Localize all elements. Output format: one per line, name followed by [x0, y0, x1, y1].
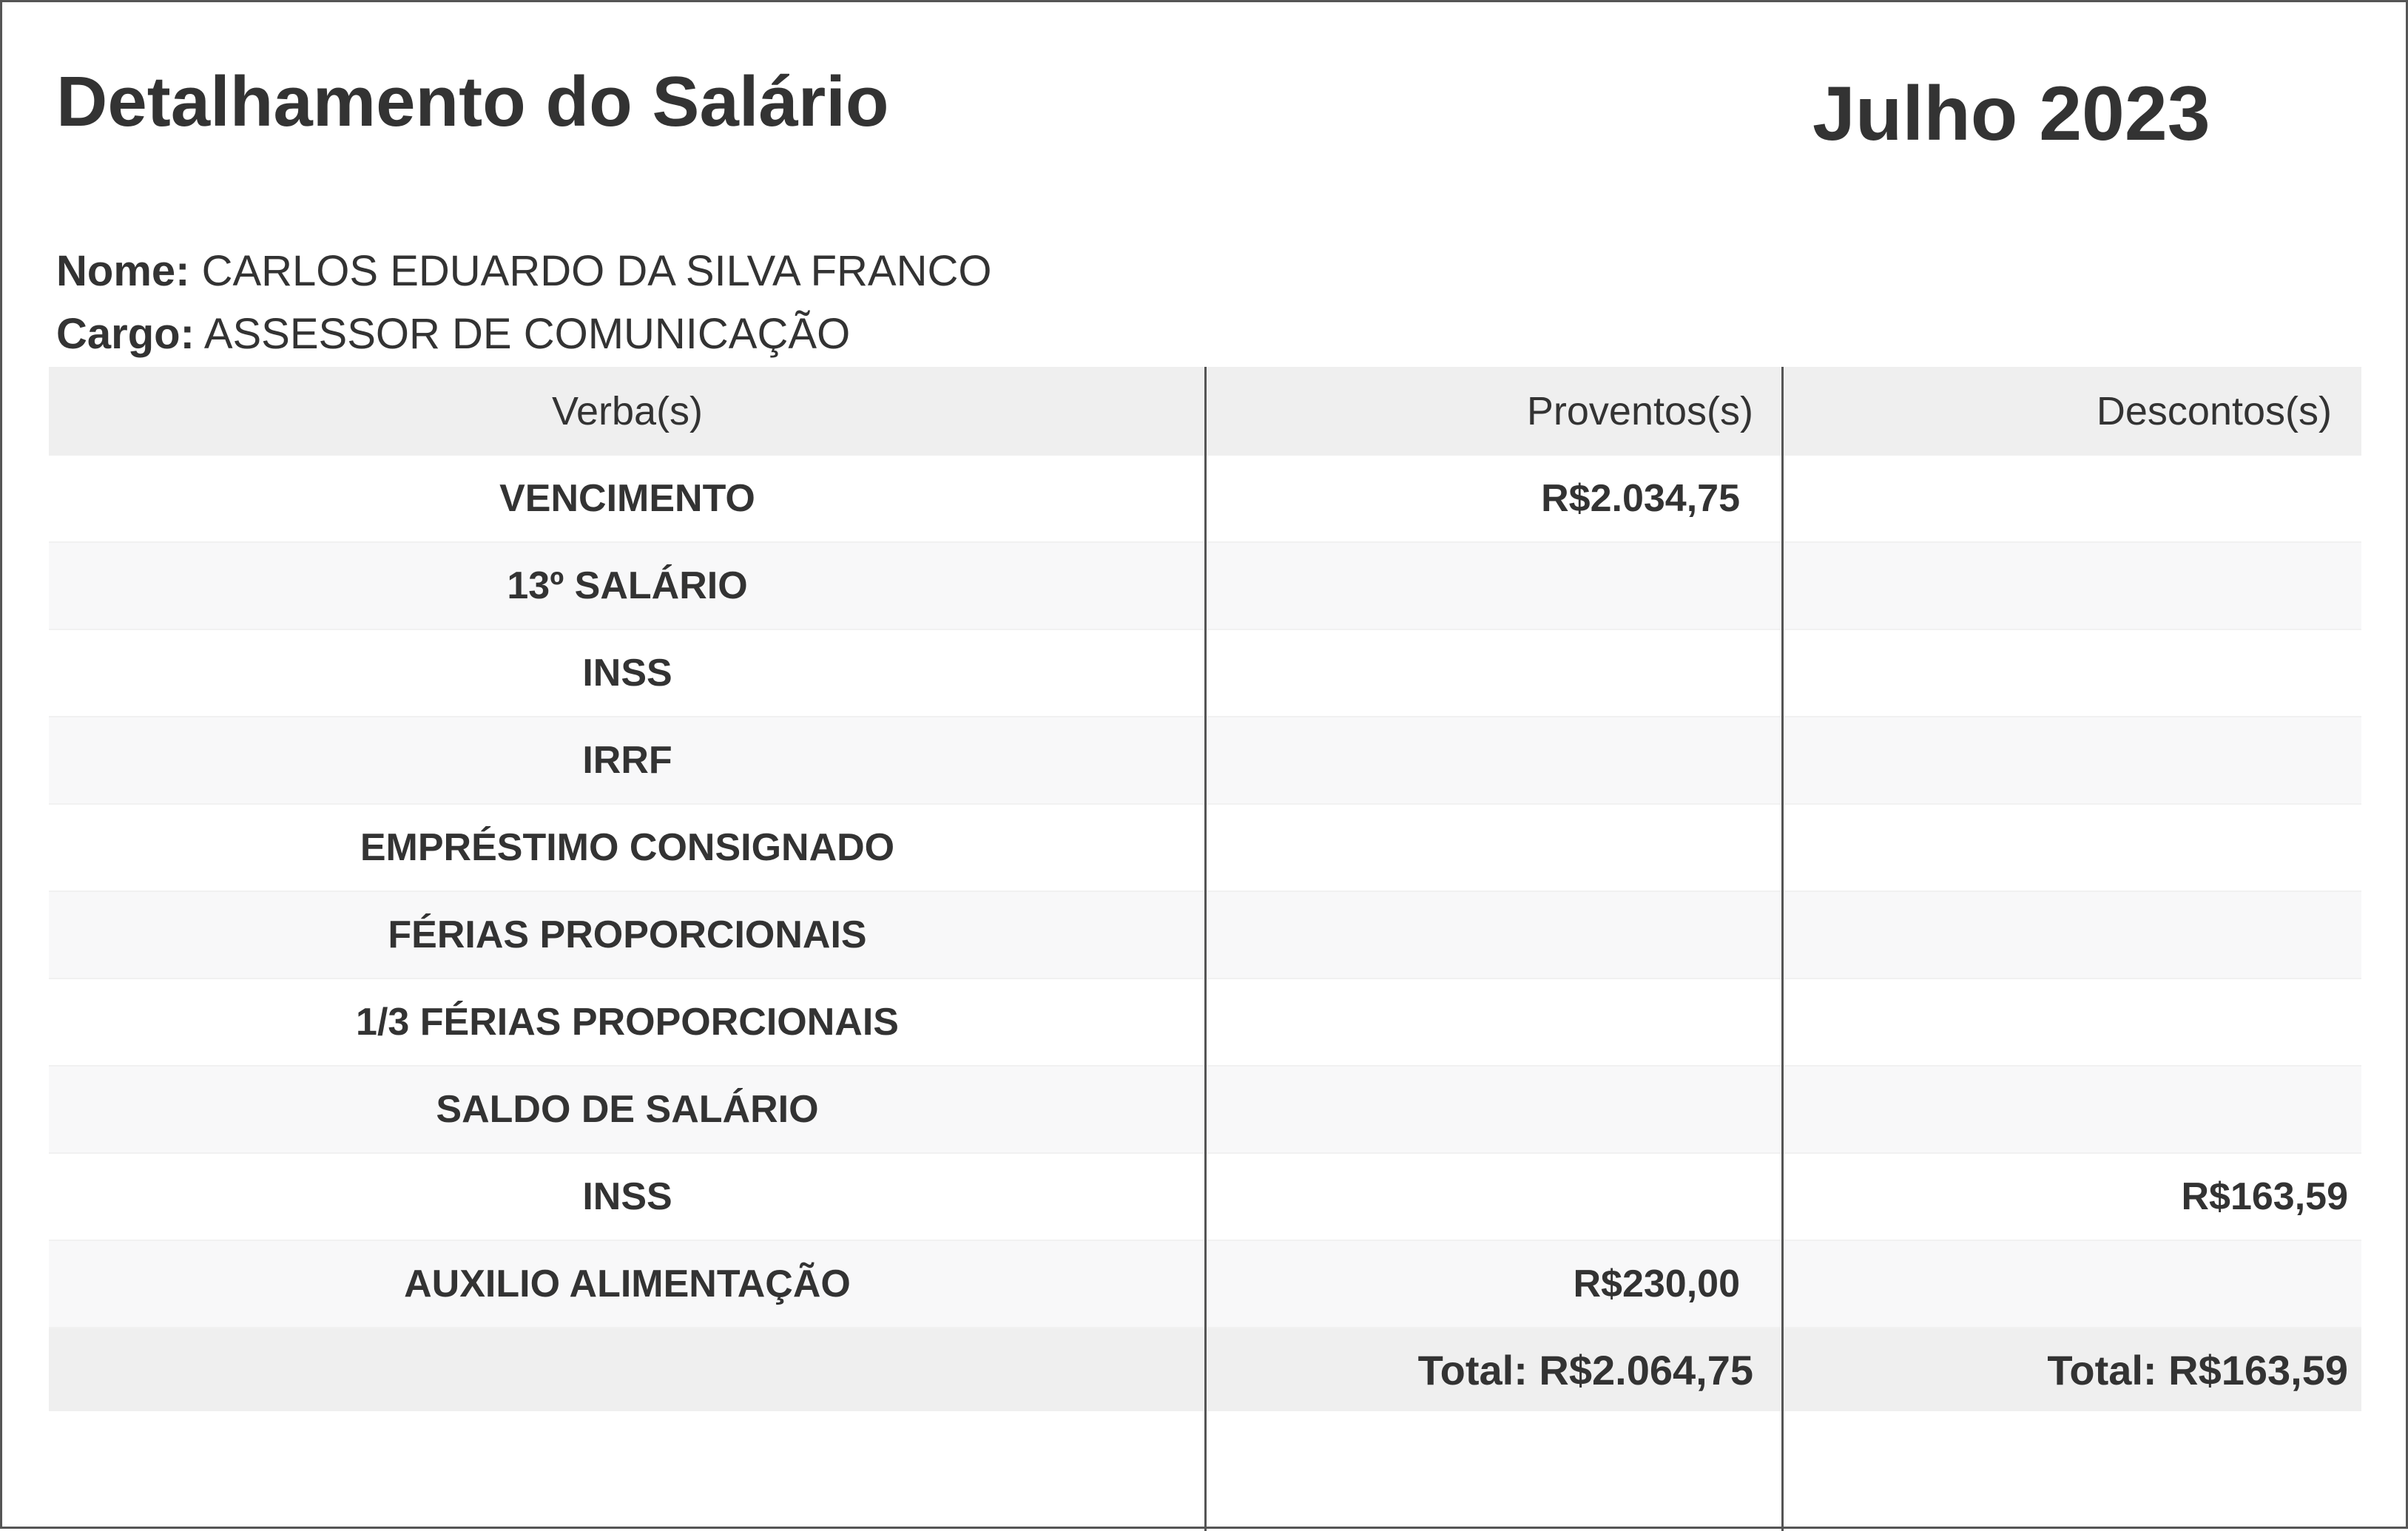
row-proventos — [1206, 629, 1783, 717]
row-verba: INSS — [49, 1153, 1206, 1240]
row-descontos — [1783, 717, 2361, 804]
employee-name: CARLOS EDUARDO DA SILVA FRANCO — [201, 247, 992, 295]
row-descontos — [1783, 891, 2361, 979]
row-descontos — [1783, 456, 2361, 542]
row-descontos — [1783, 804, 2361, 891]
employee-role-label: Cargo: — [56, 310, 195, 358]
row-descontos — [1783, 979, 2361, 1066]
row-proventos: R$2.034,75 — [1206, 456, 1783, 542]
total-descontos: Total: R$163,59 — [1783, 1328, 2361, 1411]
row-verba: INSS — [49, 629, 1206, 717]
row-verba: AUXILIO ALIMENTAÇÃO — [49, 1240, 1206, 1328]
row-proventos — [1206, 1066, 1783, 1153]
row-descontos — [1783, 542, 2361, 629]
row-descontos — [1783, 1240, 2361, 1328]
row-verba: 13º SALÁRIO — [49, 542, 1206, 629]
employee-name-label: Nome: — [56, 247, 190, 295]
row-proventos — [1206, 804, 1783, 891]
totals-empty-cell — [49, 1328, 1206, 1411]
salary-table-container — [49, 367, 2361, 1531]
employee-role: ASSESSOR DE COMUNICAÇÃO — [203, 310, 851, 358]
row-descontos — [1783, 629, 2361, 717]
period-label: Julho 2023 — [1812, 71, 2210, 157]
page-title: Detalhamento do Salário — [56, 62, 889, 141]
column-header-verba: Verba(s) — [49, 367, 1206, 456]
employee-name-line — [56, 246, 991, 296]
column-header-descontos: Descontos(s) — [1783, 367, 2361, 456]
column-header-proventos: Proventos(s) — [1206, 367, 1783, 456]
row-proventos: R$230,00 — [1206, 1240, 1783, 1328]
row-verba: FÉRIAS PROPORCIONAIS — [49, 891, 1206, 979]
row-verba: 1/3 FÉRIAS PROPORCIONAIS — [49, 979, 1206, 1066]
row-descontos: R$163,59 — [1783, 1153, 2361, 1240]
row-verba: IRRF — [49, 717, 1206, 804]
employee-role-line — [56, 309, 850, 359]
column-divider — [1204, 367, 1207, 1531]
row-descontos — [1783, 1066, 2361, 1153]
row-proventos — [1206, 717, 1783, 804]
row-verba: EMPRÉSTIMO CONSIGNADO — [49, 804, 1206, 891]
row-proventos — [1206, 979, 1783, 1066]
row-verba: SALDO DE SALÁRIO — [49, 1066, 1206, 1153]
row-proventos — [1206, 891, 1783, 979]
total-proventos: Total: R$2.064,75 — [1206, 1328, 1783, 1411]
row-verba: VENCIMENTO — [49, 456, 1206, 542]
row-proventos — [1206, 1153, 1783, 1240]
row-proventos — [1206, 542, 1783, 629]
column-divider — [1781, 367, 1784, 1531]
